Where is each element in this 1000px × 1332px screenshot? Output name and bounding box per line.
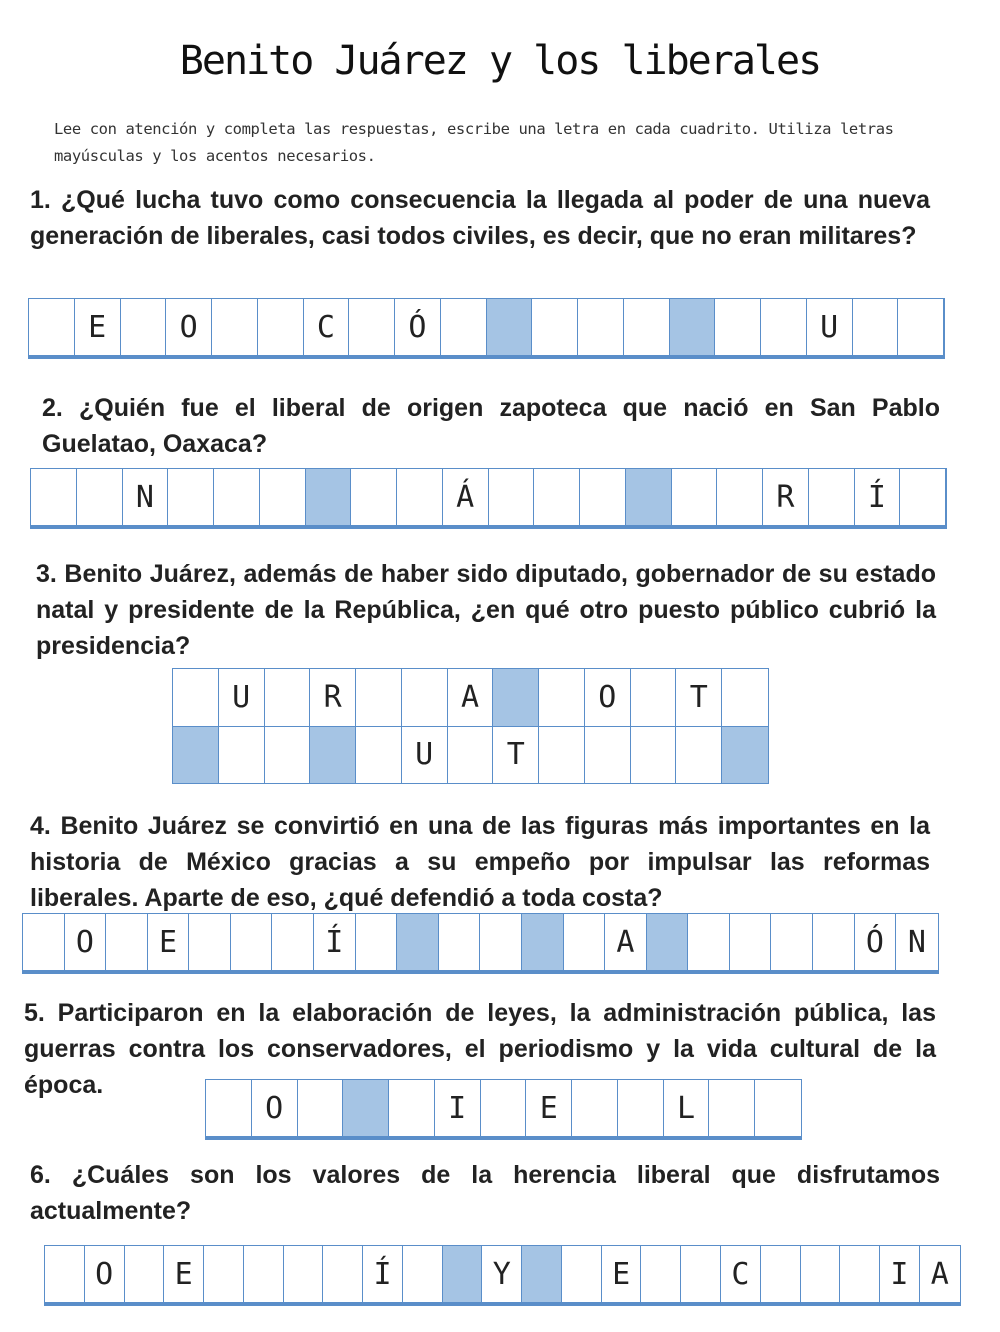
letter-cell[interactable] (204, 1246, 244, 1302)
letter-cell[interactable]: O (166, 299, 212, 355)
letter-cell[interactable] (944, 299, 990, 355)
letter-cell[interactable]: C (304, 299, 350, 355)
letter-cell[interactable]: R (310, 669, 356, 726)
letter-cell[interactable]: I (880, 1246, 920, 1302)
letter-cell[interactable] (709, 1080, 755, 1136)
letter-cell[interactable] (77, 469, 123, 525)
letter-cell[interactable]: Í (855, 469, 901, 525)
letter-cell[interactable]: Í (363, 1246, 403, 1302)
letter-cell[interactable] (219, 727, 265, 783)
letter-cell[interactable]: I (435, 1080, 481, 1136)
letter-cell[interactable] (356, 669, 402, 726)
answer-grid-6 (44, 1245, 961, 1303)
letter-cell[interactable] (532, 299, 578, 355)
letter-cell[interactable] (534, 469, 580, 525)
letter-cell[interactable] (672, 469, 718, 525)
space-cell (493, 669, 539, 726)
letter-cell[interactable] (840, 1246, 880, 1302)
letter-cell[interactable]: N (123, 469, 169, 525)
letter-cell[interactable]: U (219, 669, 265, 726)
space-cell (343, 1080, 389, 1136)
letter-cell[interactable] (539, 669, 585, 726)
letter-cell[interactable]: Í (314, 914, 356, 970)
space-cell (397, 914, 439, 970)
space-cell (306, 469, 352, 525)
letter-cell[interactable] (441, 299, 487, 355)
letter-cell[interactable] (173, 669, 219, 726)
letter-cell[interactable] (761, 299, 807, 355)
letter-cell[interactable]: E (75, 299, 121, 355)
letter-cell[interactable] (572, 1080, 618, 1136)
space-cell (487, 299, 533, 355)
letter-cell[interactable]: E (164, 1246, 204, 1302)
grid-row (173, 726, 768, 783)
letter-cell[interactable] (688, 914, 730, 970)
letter-cell[interactable] (231, 914, 273, 970)
letter-cell[interactable] (356, 727, 402, 783)
grid-row (29, 299, 990, 355)
letter-cell[interactable] (258, 299, 304, 355)
space-cell (670, 299, 716, 355)
space-cell (522, 1246, 562, 1302)
letter-cell[interactable] (809, 469, 855, 525)
letter-cell[interactable] (403, 1246, 443, 1302)
letter-cell[interactable] (23, 914, 65, 970)
letter-cell[interactable] (730, 914, 772, 970)
letter-cell[interactable]: T (493, 727, 539, 783)
answer-grid-1 (28, 298, 945, 356)
question-6: 6. ¿Cuáles son los valores de la herencia liberal que disfrutamos actualmente? (30, 1161, 940, 1225)
space-cell (443, 1246, 483, 1302)
letter-cell[interactable]: L (664, 1080, 710, 1136)
letter-cell[interactable] (356, 914, 398, 970)
letter-cell[interactable] (562, 1246, 602, 1302)
letter-cell[interactable] (722, 669, 768, 726)
instructions: Lee con atención y completa las respuestas, escribe una letra en cada cuadrito. Utiliza letras mayúsculas y los acentos necesarios. (54, 120, 894, 165)
letter-cell[interactable] (244, 1246, 284, 1302)
question-5: 5. Participaron en la elaboración de leyes, la administración pública, las guerras contra los conservadores, el periodismo y la vida cultural de la época. (24, 999, 936, 1099)
grid-row (45, 1246, 960, 1302)
question-3: 3. Benito Juárez, además de haber sido diputado, gobernador de su estado natal y presidente de la República, ¿en qué otro puesto público cubrió la presidencia? (36, 560, 936, 660)
letter-cell[interactable] (715, 299, 761, 355)
letter-cell[interactable] (481, 1080, 527, 1136)
letter-cell[interactable] (448, 727, 494, 783)
answer-grid-5 (205, 1079, 802, 1137)
letter-cell[interactable] (189, 914, 231, 970)
letter-cell[interactable] (298, 1080, 344, 1136)
letter-cell[interactable] (168, 469, 214, 525)
letter-cell[interactable] (631, 727, 677, 783)
letter-cell[interactable] (813, 914, 855, 970)
letter-cell[interactable]: Á (443, 469, 489, 525)
letter-cell[interactable] (578, 299, 624, 355)
letter-cell[interactable] (580, 469, 626, 525)
page-title: Benito Juárez y los liberales (179, 38, 821, 84)
letter-cell[interactable]: O (252, 1080, 298, 1136)
letter-cell[interactable] (389, 1080, 435, 1136)
letter-cell[interactable]: N (907, 924, 926, 960)
question-4: 4. Benito Juárez se convirtió en una de las figuras más importantes en la historia de México gracias a su empeño por impulsar las reformas liberales. Aparte de eso, ¿qué defendió a toda costa? (30, 812, 930, 912)
grid-row (23, 914, 938, 970)
letter-cell[interactable]: T (676, 669, 722, 726)
letter-cell[interactable] (402, 669, 448, 726)
letter-cell[interactable] (265, 669, 311, 726)
answer-grid-2 (30, 468, 947, 526)
answer-grid-4 (22, 913, 939, 971)
letter-cell[interactable] (946, 469, 992, 525)
letter-cell[interactable] (206, 1080, 252, 1136)
letter-cell[interactable] (265, 727, 311, 783)
letter-cell[interactable]: O (65, 914, 107, 970)
space-cell (647, 914, 689, 970)
letter-cell[interactable]: E (148, 914, 190, 970)
grid-row (173, 669, 768, 726)
letter-cell[interactable] (717, 469, 763, 525)
letter-cell[interactable] (323, 1246, 363, 1302)
letter-cell[interactable] (624, 299, 670, 355)
letter-cell[interactable]: A (448, 669, 494, 726)
letter-cell[interactable]: E (526, 1080, 572, 1136)
space-cell (522, 914, 564, 970)
letter-cell[interactable] (755, 1080, 801, 1136)
letter-cell[interactable] (480, 914, 522, 970)
letter-cell[interactable] (121, 299, 167, 355)
letter-cell[interactable] (214, 469, 260, 525)
letter-cell[interactable]: U (807, 299, 853, 355)
letter-cell[interactable] (272, 914, 314, 970)
letter-cell[interactable] (681, 1246, 721, 1302)
letter-cell[interactable] (349, 299, 395, 355)
letter-cell[interactable] (351, 469, 397, 525)
letter-cell[interactable] (106, 914, 148, 970)
space-cell (722, 727, 768, 783)
letter-cell[interactable]: A (930, 1256, 949, 1292)
letter-cell[interactable] (631, 669, 677, 726)
letter-cell[interactable] (29, 299, 75, 355)
grid-row (206, 1080, 801, 1136)
space-cell (626, 469, 672, 525)
letter-cell[interactable]: A (605, 914, 647, 970)
letter-cell[interactable] (676, 727, 722, 783)
letter-cell[interactable]: Ó (855, 914, 897, 970)
letter-cell[interactable] (260, 469, 306, 525)
letter-cell[interactable]: R (763, 469, 809, 525)
question-2: 2. ¿Quién fue el liberal de origen zapoteca que nació en San Pablo Guelatao, Oaxaca? (42, 394, 940, 458)
answer-grid-3 (172, 668, 769, 784)
letter-cell[interactable] (801, 1246, 841, 1302)
question-1: 1. ¿Qué lucha tuvo como consecuencia la llegada al poder de una nueva generación de liberales, casi todos civiles, es decir, que no eran militares? (30, 186, 930, 250)
space-cell (310, 727, 356, 783)
grid-row (31, 469, 992, 525)
letter-cell[interactable] (641, 1246, 681, 1302)
letter-cell[interactable] (489, 469, 535, 525)
letter-cell[interactable] (212, 299, 258, 355)
letter-cell[interactable]: Ó (395, 299, 441, 355)
letter-cell[interactable] (539, 727, 585, 783)
letter-cell[interactable] (618, 1080, 664, 1136)
letter-cell[interactable]: O (85, 1246, 125, 1302)
letter-cell[interactable] (31, 469, 77, 525)
letter-cell[interactable] (585, 727, 631, 783)
letter-cell[interactable] (397, 469, 443, 525)
letter-cell[interactable] (45, 1246, 85, 1302)
letter-cell[interactable]: O (585, 669, 631, 726)
letter-cell[interactable]: Y (482, 1246, 522, 1302)
letter-cell[interactable]: C (721, 1246, 761, 1302)
letter-cell[interactable] (125, 1246, 165, 1302)
letter-cell[interactable] (439, 914, 481, 970)
letter-cell[interactable] (564, 914, 606, 970)
letter-cell[interactable] (898, 299, 944, 355)
letter-cell[interactable] (853, 299, 899, 355)
space-cell (173, 727, 219, 783)
letter-cell[interactable] (771, 914, 813, 970)
letter-cell[interactable]: U (402, 727, 448, 783)
letter-cell[interactable] (900, 469, 946, 525)
letter-cell[interactable]: E (602, 1246, 642, 1302)
letter-cell[interactable] (761, 1246, 801, 1302)
letter-cell[interactable] (284, 1246, 324, 1302)
